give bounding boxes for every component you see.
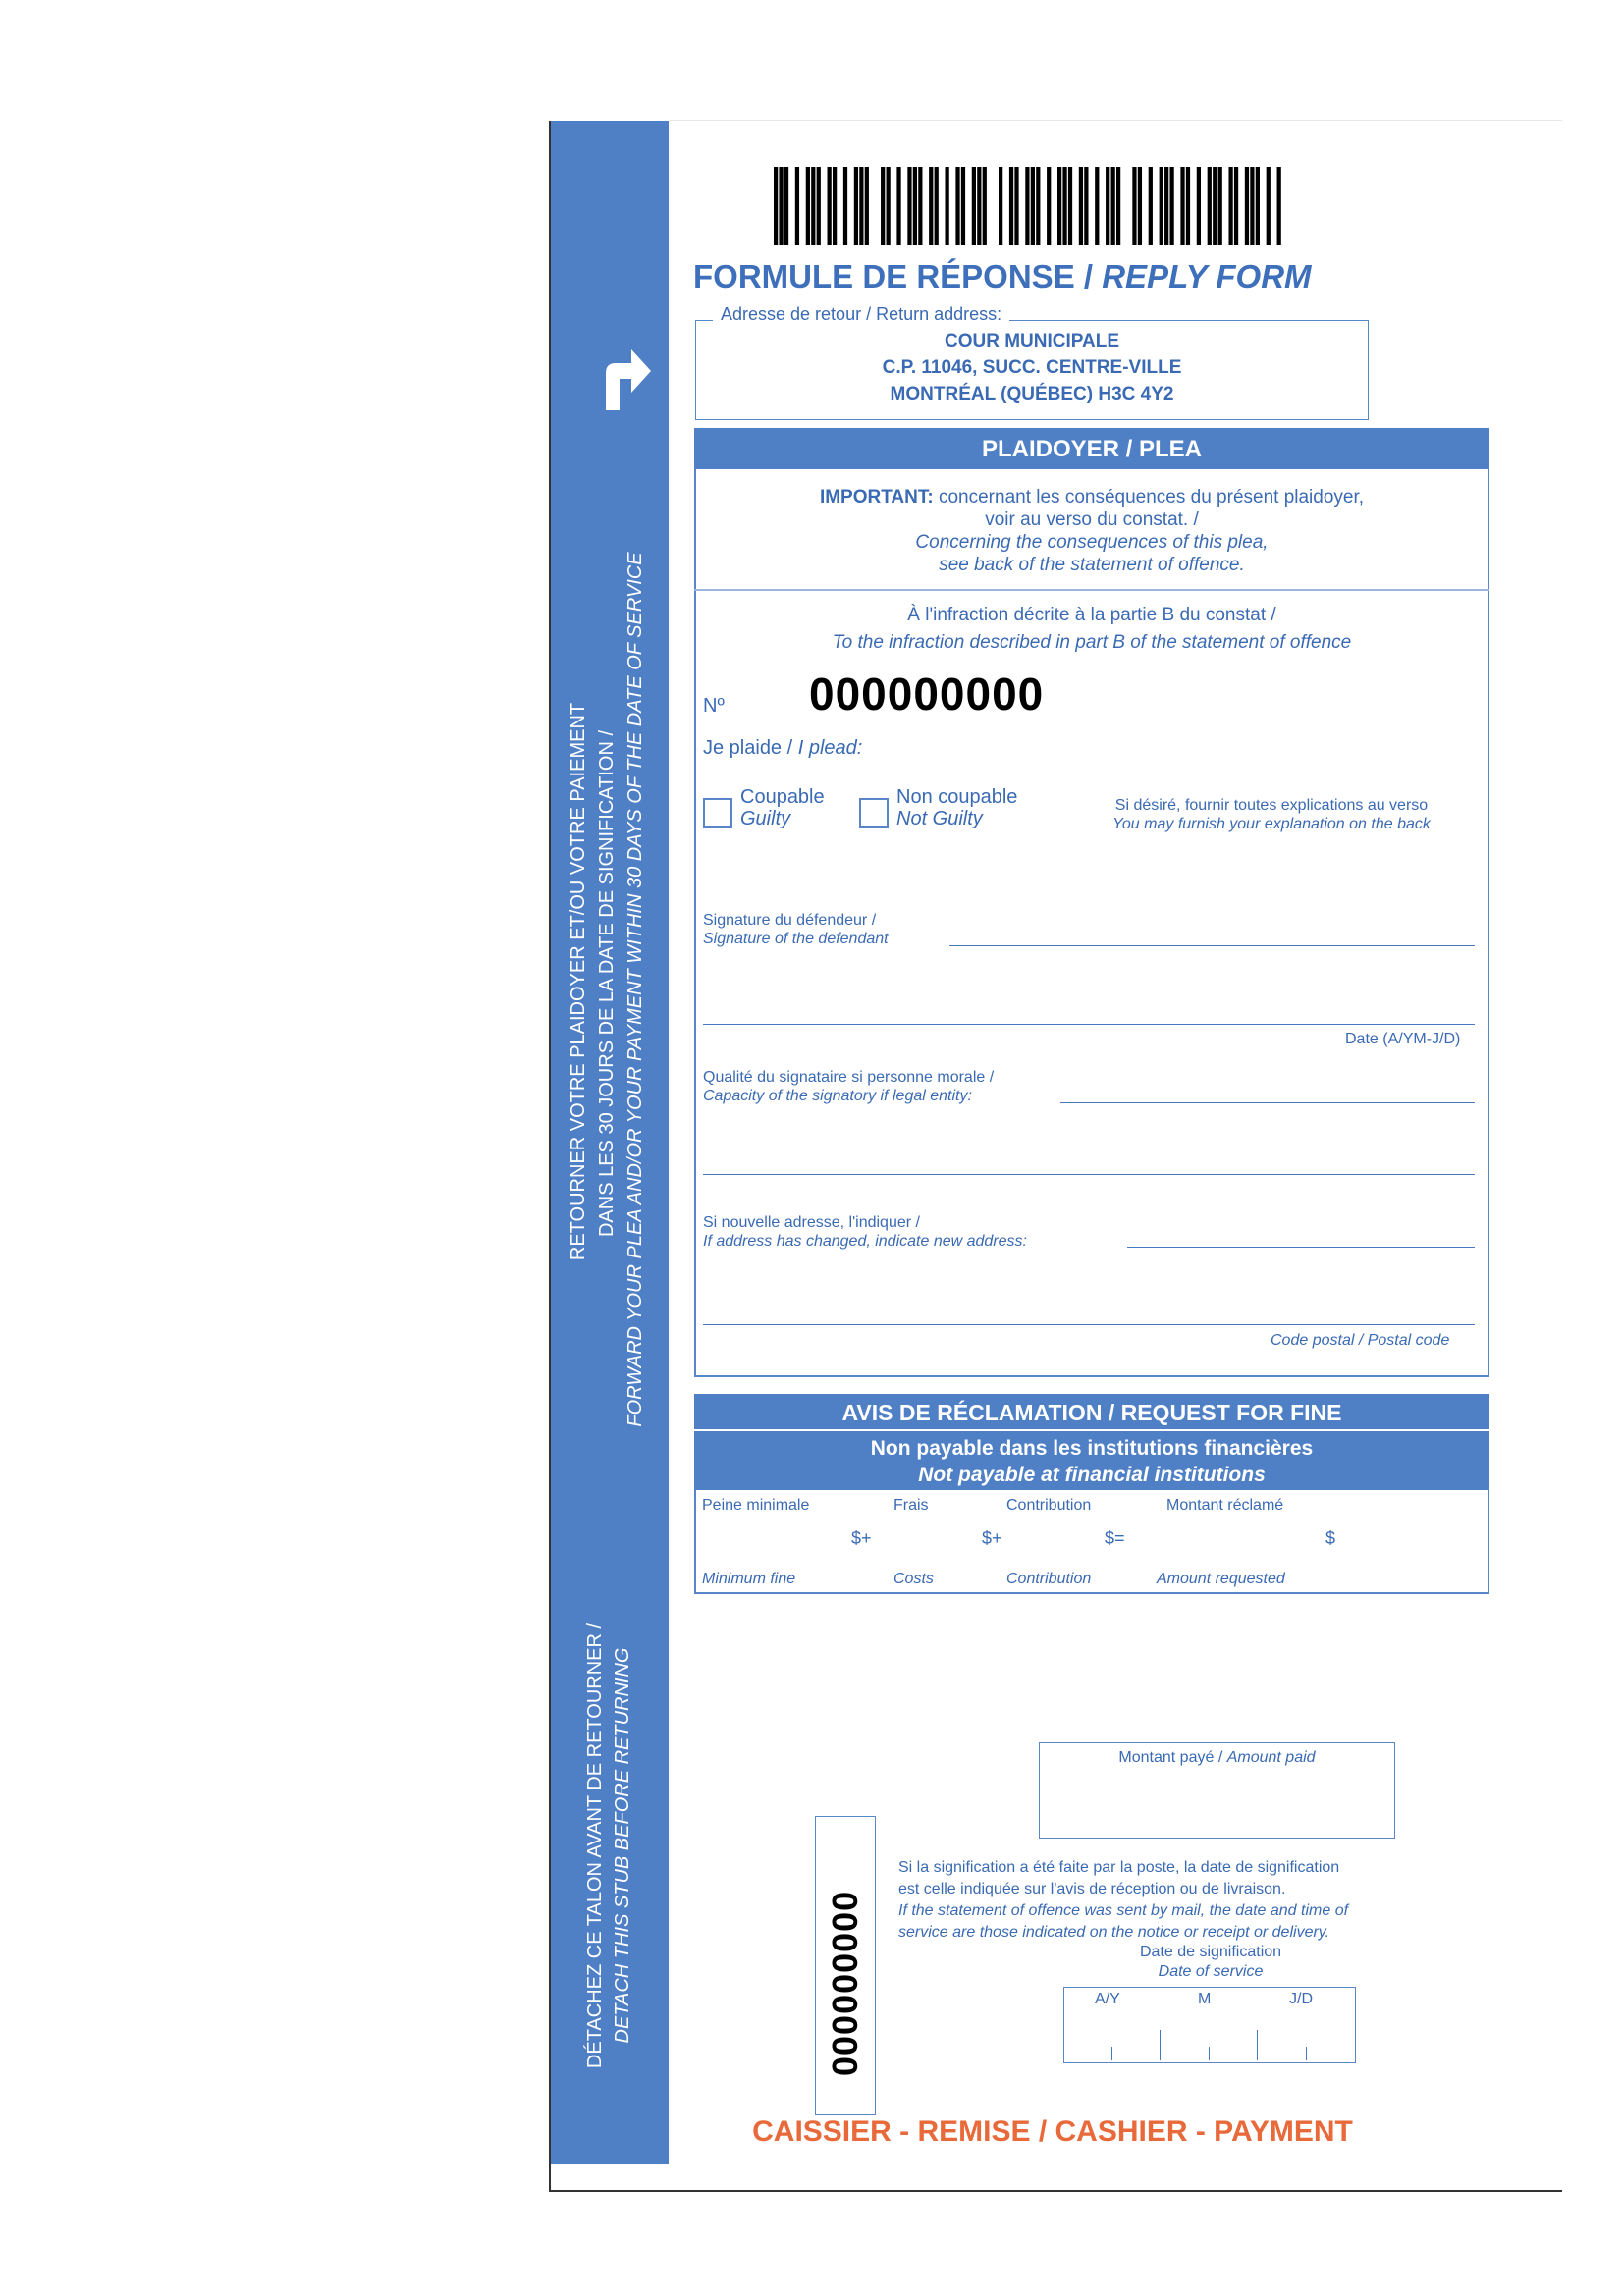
- barcode-bar: [817, 167, 821, 245]
- important-text: IMPORTANT: concernant les conséquences du présent plaidoyer, voir au verso du constat. / Concerning the consequences of this plea, see back of the statement of offence.: [819, 487, 1365, 575]
- sym-3: $=: [1105, 1528, 1125, 1548]
- infraction-fr: À l'infraction décrite à la partie B du constat /: [907, 605, 1276, 625]
- barcode-bar: [833, 167, 837, 245]
- service-date-m: M: [1198, 1991, 1212, 2007]
- signature-line-2[interactable]: [703, 1024, 1475, 1025]
- barcode-bar: [1149, 167, 1153, 245]
- barcode-bar: [1245, 167, 1249, 245]
- col2-en: Costs: [893, 1571, 934, 1587]
- barcode-bar: [854, 167, 858, 245]
- barcode-bar: [1186, 167, 1190, 245]
- barcode-bar: [999, 167, 1002, 245]
- cashier-label: CAISSIER - REMISE / CASHIER - PAYMENT: [752, 2115, 1353, 2148]
- not-guilty-label: Non coupable Not Guilty: [896, 786, 1018, 829]
- barcode-bar: [918, 167, 922, 245]
- barcode-bar: [1250, 167, 1254, 245]
- barcode-bar: [1197, 167, 1201, 245]
- page-border-bottom: [549, 2190, 1562, 2192]
- service-date-tick-4: [1257, 2030, 1258, 2060]
- form-title: [693, 258, 1312, 295]
- col4-en: Amount requested: [1157, 1571, 1285, 1587]
- barcode-bar: [859, 167, 863, 245]
- barcode-bar: [1213, 167, 1217, 245]
- offence-number: 000000000: [809, 668, 1045, 720]
- col4-fr: Montant réclamé: [1166, 1497, 1284, 1514]
- barcode-bar: [1009, 167, 1013, 245]
- barcode-bar: [1234, 167, 1238, 245]
- service-note: Si la signification a été faite par la poste, la date de signification est celle indiquée sur l'avis de réception ou de livraison. If the statement of offence was sent by mail, the date and time of service are those indicated on the notice or receipt or delivery.: [898, 1859, 1349, 1941]
- barcode-bar: [1116, 167, 1120, 245]
- address-line-2[interactable]: [703, 1324, 1475, 1325]
- barcode-bar: [881, 167, 885, 245]
- barcode-bar: [1111, 167, 1115, 245]
- arrow-icon: [602, 342, 653, 412]
- form-title-en: REPLY FORM: [1102, 258, 1312, 294]
- not-guilty-checkbox[interactable]: [859, 798, 889, 828]
- postal-code-label: Code postal / Postal code: [1271, 1332, 1450, 1349]
- barcode-bar: [1068, 167, 1072, 245]
- barcode-bar: [1057, 167, 1061, 245]
- barcode-bar: [955, 167, 959, 245]
- page-border-left: [549, 121, 551, 2192]
- fine-subheader: Non payable dans les institutions financières Not payable at financial institutions: [694, 1431, 1489, 1490]
- barcode-bar: [1036, 167, 1040, 245]
- barcode-bar: [1047, 167, 1051, 245]
- guilty-checkbox[interactable]: [703, 798, 732, 828]
- barcode-bar: [913, 167, 917, 245]
- barcode-bar: [774, 167, 778, 245]
- guilty-label: Coupable Guilty: [740, 786, 825, 829]
- service-date-fr: Date de signification: [1139, 1944, 1282, 1960]
- sym-2: $+: [982, 1528, 1002, 1548]
- barcode-bar: [1095, 167, 1099, 245]
- service-date-tick-3: [1209, 2047, 1210, 2060]
- barcode-bar: [983, 167, 987, 245]
- barcode-bar: [828, 167, 832, 245]
- barcode-bar: [945, 167, 948, 245]
- barcode-bar: [1138, 167, 1142, 245]
- barcode-bar: [1169, 167, 1173, 245]
- barcode-bar: [935, 167, 939, 245]
- side-line-2: DANS LES 30 JOURS DE LA DATE DE SIGNIFICATION /: [596, 729, 618, 1238]
- plead-label: Je plaide / I plead:: [703, 737, 863, 759]
- service-date-d: J/D: [1289, 1991, 1313, 2007]
- barcode-bar: [1106, 167, 1109, 245]
- barcode-bar: [1277, 167, 1281, 245]
- barcode-bar: [1218, 167, 1222, 245]
- form-title-fr: FORMULE DE RÉPONSE /: [693, 258, 1094, 294]
- barcode-bar: [811, 167, 815, 245]
- barcode-bar: [1267, 167, 1271, 245]
- address-line-3: MONTRÉAL (QUÉBEC) H3C 4Y2: [890, 384, 1174, 404]
- detach-fr: DÉTACHEZ CE TALON AVANT DE RETOURNER /: [584, 1622, 606, 2069]
- sym-4: $: [1325, 1528, 1336, 1548]
- barcode-bar: [843, 167, 847, 245]
- return-address-label: Adresse de retour / Return address:: [713, 304, 1009, 325]
- page-border-top: [669, 120, 1562, 121]
- col3-fr: Contribution: [1006, 1497, 1092, 1514]
- barcode-bar: [1031, 167, 1035, 245]
- plea-divider: [694, 589, 1489, 591]
- service-date-tick-5: [1306, 2047, 1307, 2060]
- col2-fr: Frais: [893, 1497, 929, 1514]
- capacity-label: Qualité du signataire si personne morale / Capacity of the signatory if legal entity:: [703, 1069, 995, 1104]
- address-line-2: C.P. 11046, SUCC. CENTRE-VILLE: [882, 357, 1182, 378]
- date-label: Date (A/YM-J/D): [1345, 1031, 1461, 1047]
- barcode-bar: [1079, 167, 1083, 245]
- barcode-bar: [1084, 167, 1088, 245]
- barcode-bar: [1256, 167, 1260, 245]
- infraction-en: To the infraction described in part B of the statement of offence: [832, 632, 1352, 653]
- service-date-tick-2: [1160, 2030, 1161, 2060]
- new-address-label: Si nouvelle adresse, l'indiquer / If address has changed, indicate new address:: [703, 1214, 1027, 1250]
- barcode-bar: [865, 167, 869, 245]
- barcode-bar: [1132, 167, 1136, 245]
- plea-header: PLAIDOYER / PLEA: [694, 428, 1489, 469]
- barcode-bar: [806, 167, 810, 245]
- barcode-bar: [1208, 167, 1212, 245]
- barcode-bar: [1014, 167, 1018, 245]
- stub-number: 000000000: [825, 1890, 865, 2076]
- service-date-en: Date of service: [1158, 1963, 1264, 1980]
- barcode-bar: [887, 167, 891, 245]
- sym-1: $+: [851, 1528, 872, 1548]
- barcode-bar: [929, 167, 933, 245]
- barcode-bar: [795, 167, 799, 245]
- barcode-bar: [1160, 167, 1163, 245]
- number-label: Nº: [703, 695, 725, 717]
- col1-fr: Peine minimale: [702, 1497, 810, 1514]
- service-date-tick-1: [1111, 2047, 1112, 2060]
- explain-note: Si désiré, fournir toutes explications au verso You may furnish your explanation on the back: [1112, 797, 1431, 832]
- barcode-bar: [1164, 167, 1168, 245]
- barcode-bar: [907, 167, 911, 245]
- service-date-y: A/Y: [1095, 1991, 1120, 2007]
- barcode-bar: [896, 167, 900, 245]
- barcode-bar: [779, 167, 783, 245]
- barcode: [774, 167, 1282, 245]
- barcode-bar: [1228, 167, 1232, 245]
- col1-en: Minimum fine: [702, 1571, 796, 1587]
- capacity-line[interactable]: [1060, 1102, 1475, 1103]
- barcode-bar: [961, 167, 965, 245]
- barcode-bar: [972, 167, 976, 245]
- capacity-line-2[interactable]: [703, 1174, 1475, 1175]
- side-line-3: FORWARD YOUR PLEA AND/OR YOUR PAYMENT WITHIN 30 DAYS OF THE DATE OF SERVICE: [624, 552, 646, 1427]
- side-line-1: RETOURNER VOTRE PLAIDOYER ET/OU VOTRE PAIEMENT: [568, 702, 589, 1261]
- address-line[interactable]: [1127, 1247, 1475, 1248]
- address-line-1: COUR MUNICIPALE: [944, 331, 1120, 351]
- signature-line[interactable]: [949, 945, 1475, 946]
- fine-header: AVIS DE RÉCLAMATION / REQUEST FOR FINE: [694, 1394, 1489, 1429]
- barcode-bar: [1025, 167, 1029, 245]
- barcode-bar: [977, 167, 981, 245]
- barcode-bar: [784, 167, 788, 245]
- amount-paid-label: Montant payé / Amount paid: [1118, 1749, 1316, 1766]
- barcode-bar: [1062, 167, 1066, 245]
- signature-label: Signature du défendeur / Signature of the defendant: [703, 912, 889, 947]
- detach-en: DETACH THIS STUB BEFORE RETURNING: [612, 1647, 633, 2044]
- barcode-bar: [1180, 167, 1184, 245]
- col3-en: Contribution: [1006, 1571, 1092, 1587]
